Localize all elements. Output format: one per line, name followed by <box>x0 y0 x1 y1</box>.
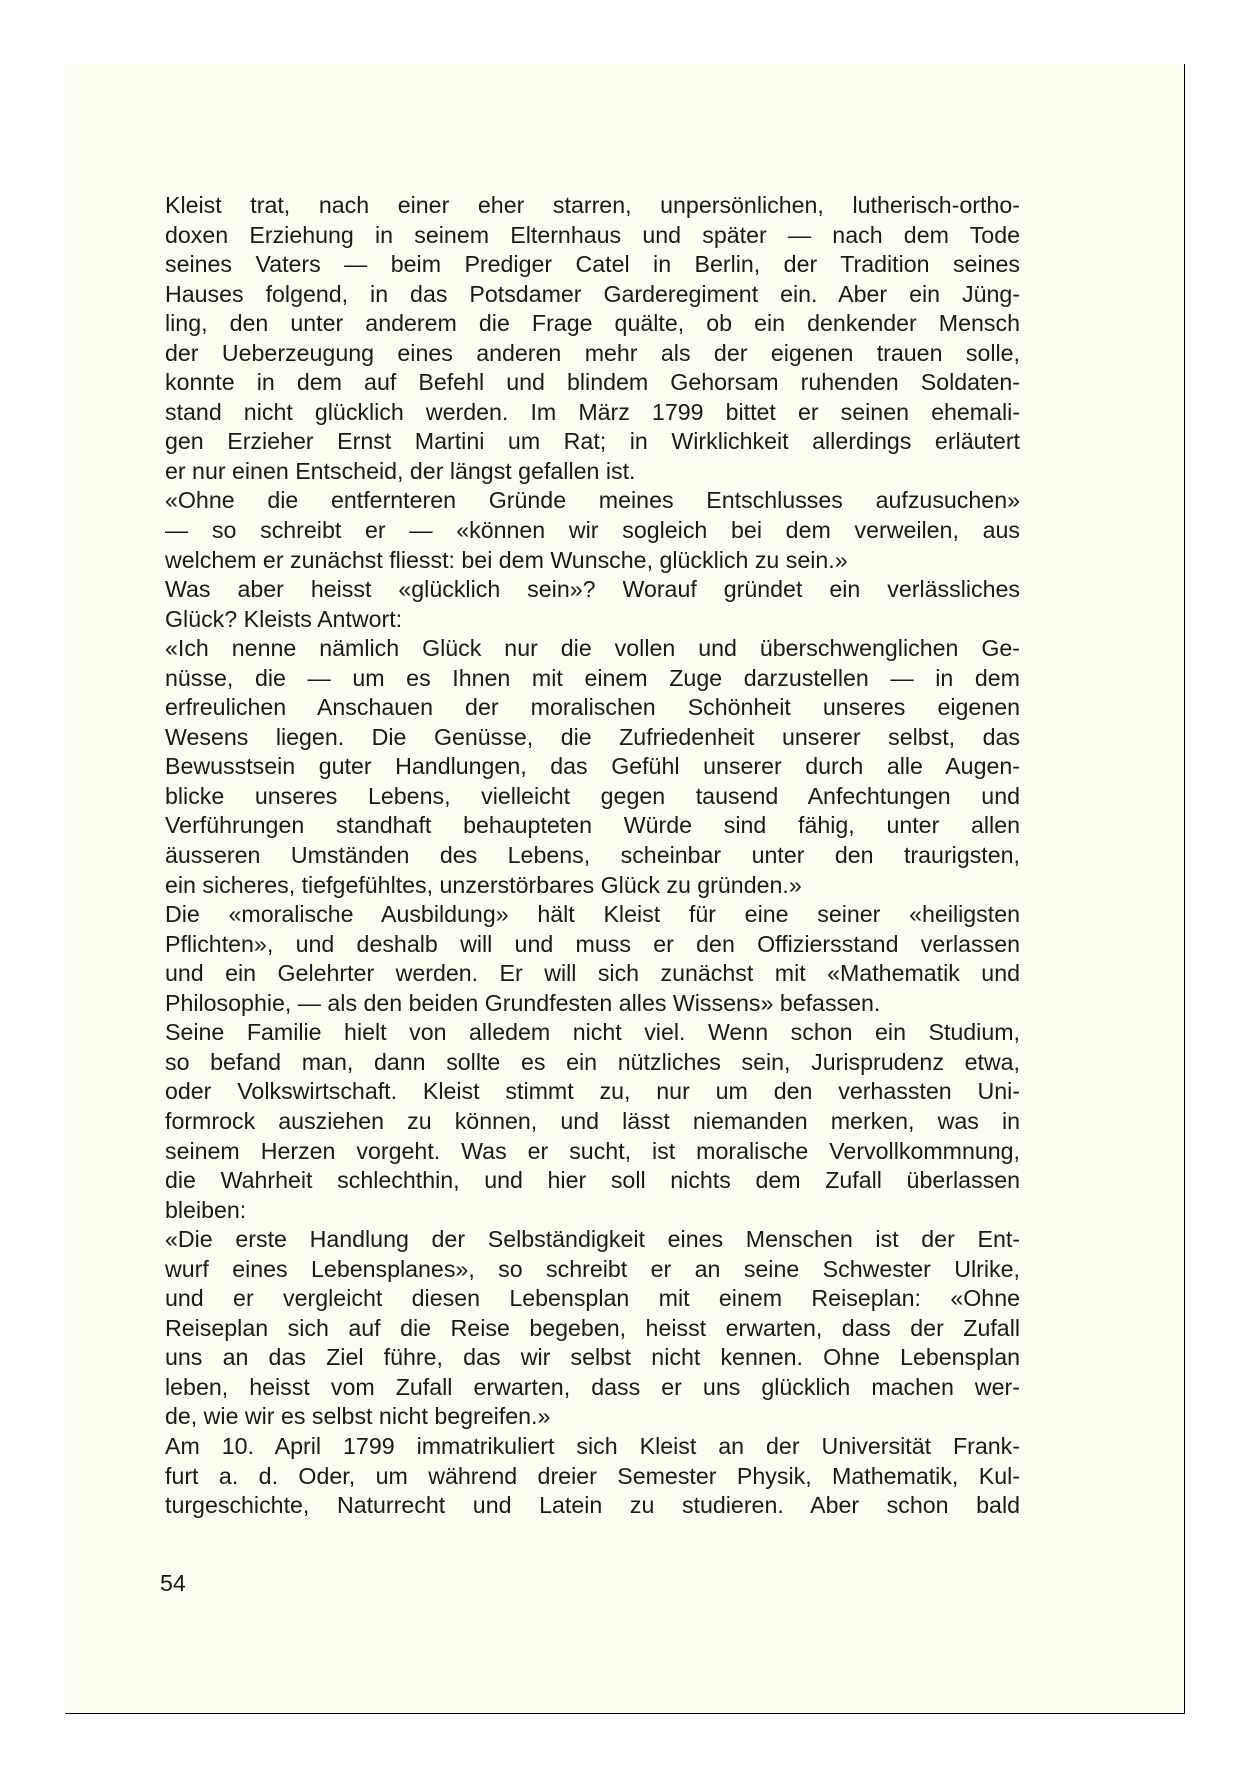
text-line: doxen Erziehung in seinem Elternhaus und später — nach dem Tode <box>165 221 1020 248</box>
text-line: und er vergleicht diesen Lebensplan mit einem Reiseplan: «Ohne <box>165 1285 1020 1312</box>
text-line: Verführungen standhaft behaupteten Würde sind fähig, unter allen <box>165 812 1020 839</box>
text-line: Die «moralische Ausbildung» hält Kleist für eine seiner «heiligsten <box>165 901 1020 928</box>
text-line: Philosophie, — als den beiden Grundfesten alles Wissens» befassen. <box>165 989 881 1016</box>
text-line: erfreulichen Anschauen der moralischen Schönheit unseres eigenen <box>165 694 1020 721</box>
book-page <box>65 64 1185 1714</box>
text-line: ein sicheres, tiefgefühltes, unzerstörbares Glück zu gründen.» <box>165 871 802 898</box>
text-line: nüsse, die — um es Ihnen mit einem Zuge darzustellen — in dem <box>165 664 1020 691</box>
text-line: Bewusstsein guter Handlungen, das Gefühl unserer durch alle Augen- <box>165 753 1020 780</box>
text-line: Hauses folgend, in das Potsdamer Garderegiment ein. Aber ein Jüng- <box>165 280 1020 307</box>
text-line: de, wie wir es selbst nicht begreifen.» <box>165 1403 551 1430</box>
text-line: und ein Gelehrter werden. Er will sich zunächst mit «Mathematik und <box>165 960 1020 987</box>
text-line: seines Vaters — beim Prediger Catel in Berlin, der Tradition seines <box>165 251 1020 278</box>
paper-sheet <box>65 64 1184 1713</box>
text-line: ling, den unter anderem die Frage quälte, ob ein denkender Mensch <box>165 310 1020 337</box>
text-line: blicke unseres Lebens, vielleicht gegen tausend Anfechtungen und <box>165 782 1020 809</box>
text-line: Am 10. April 1799 immatrikuliert sich Kleist an der Universität Frank- <box>165 1432 1020 1459</box>
text-line: Kleist trat, nach einer eher starren, unpersönlichen, lutherisch-ortho- <box>165 192 1020 218</box>
text-line: Pflichten», und deshalb will und muss er den Offiziersstand verlassen <box>165 930 1020 957</box>
text-line: stand nicht glücklich werden. Im März 1799 bittet er seinen ehemali- <box>165 398 1020 425</box>
text-line: die Wahrheit schlechthin, und hier soll nichts dem Zufall überlassen <box>165 1167 1020 1194</box>
text-line: uns an das Ziel führe, das wir selbst nicht kennen. Ohne Lebensplan <box>165 1344 1020 1371</box>
text-line: — so schreibt er — «können wir sogleich bei dem verweilen, aus <box>165 517 1020 544</box>
text-line: äusseren Umständen des Lebens, scheinbar unter den traurigsten, <box>165 842 1020 869</box>
text-line: formrock ausziehen zu können, und lässt niemanden merken, was in <box>165 1107 1020 1134</box>
text-line: der Ueberzeugung eines anderen mehr als der eigenen trauen solle, <box>165 339 1020 366</box>
text-line: er nur einen Entscheid, der längst gefallen ist. <box>165 457 636 484</box>
text-line: «Ohne die entfernteren Gründe meines Entschlusses aufzusuchen» <box>165 487 1020 514</box>
page-number: 54 <box>160 1570 186 1596</box>
text-line: oder Volkswirtschaft. Kleist stimmt zu, nur um den verhassten Uni- <box>165 1078 1020 1105</box>
text-line: welchem er zunächst fliesst: bei dem Wunsche, glücklich zu sein.» <box>165 546 848 573</box>
text-line: Reiseplan sich auf die Reise begeben, heisst erwarten, dass der Zufall <box>165 1314 1020 1341</box>
text-line: leben, heisst vom Zufall erwarten, dass er uns glücklich machen wer- <box>165 1373 1020 1400</box>
body-text <box>165 191 1020 1521</box>
text-line: so befand man, dann sollte es ein nützliches sein, Jurisprudenz etwa, <box>165 1048 1020 1075</box>
text-line: wurf eines Lebensplanes», so schreibt er an seine Schwester Ulrike, <box>165 1255 1020 1282</box>
text-line: «Ich nenne nämlich Glück nur die vollen und überschwenglichen Ge- <box>165 635 1020 662</box>
text-line: Was aber heisst «glücklich sein»? Worauf gründet ein verlässliches <box>165 576 1020 603</box>
text-line: bleiben: <box>165 1196 247 1223</box>
text-line: Seine Familie hielt von alledem nicht viel. Wenn schon ein Studium, <box>165 1019 1020 1046</box>
text-line: Glück? Kleists Antwort: <box>165 605 403 632</box>
text-line: turgeschichte, Naturrecht und Latein zu studieren. Aber schon bald <box>165 1492 1020 1519</box>
text-line: «Die erste Handlung der Selbständigkeit eines Menschen ist der Ent- <box>165 1226 1020 1253</box>
text-line: gen Erzieher Ernst Martini um Rat; in Wirklichkeit allerdings erläutert <box>165 428 1020 455</box>
text-line: Wesens liegen. Die Genüsse, die Zufriedenheit unserer selbst, das <box>165 723 1020 750</box>
text-line: seinem Herzen vorgeht. Was er sucht, ist moralische Vervollkommnung, <box>165 1137 1020 1164</box>
text-line: konnte in dem auf Befehl und blindem Gehorsam ruhenden Soldaten- <box>165 369 1020 396</box>
text-line: furt a. d. Oder, um während dreier Semester Physik, Mathematik, Kul- <box>165 1462 1020 1489</box>
